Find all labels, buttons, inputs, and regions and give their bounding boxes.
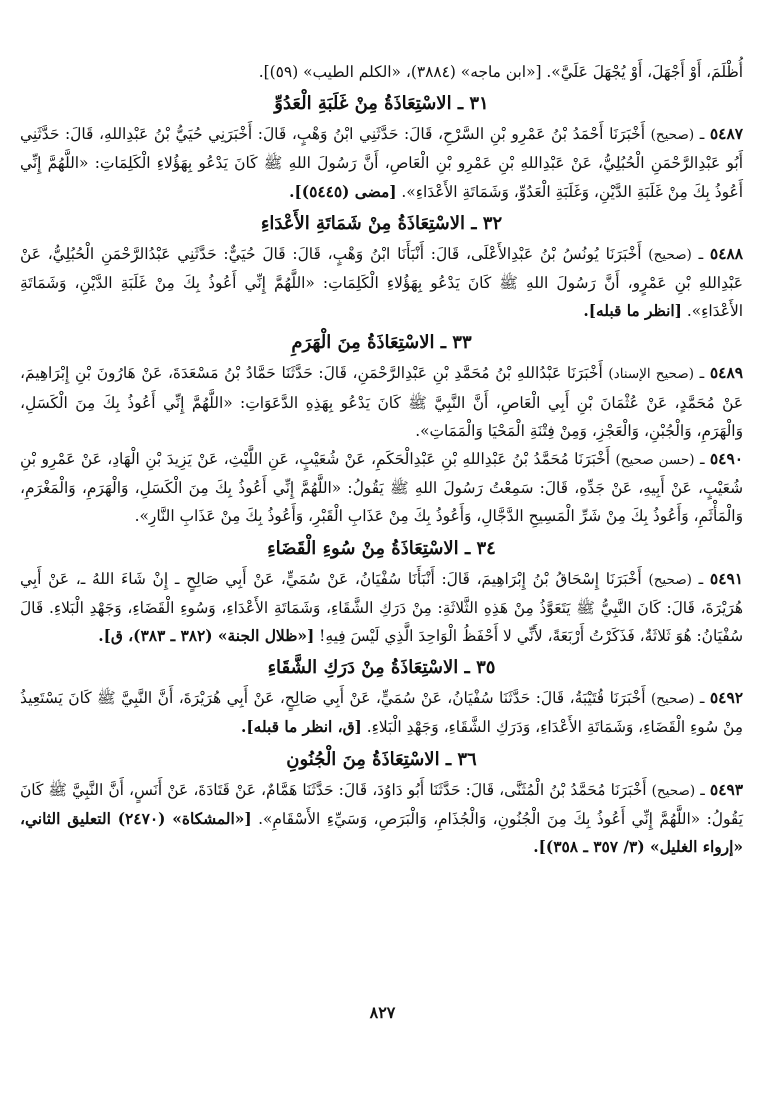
- section-32: [20, 210, 743, 326]
- page-content: [20, 58, 743, 861]
- section-heading: ٣١ ـ الاسْتِعَاذَةُ مِنْ غَلَبَةِ الْعَدُوِّ: [274, 93, 489, 115]
- hadith-grade: (صحيح): [648, 571, 692, 588]
- hadith-5488: ٥٤٨٨ ـ (صحيح) أَخْبَرَنَا يُونُسُ بْنُ عَبْدِالأَعْلَى، قَالَ: أَنْبَأَنَا ابْنُ وَهْبٍ، قَالَ: قَالَ حُيَيٌّ: حَدَّثَنِي عَبْدُالرَّحْمَنِ الْحُبُلِيُّ، عَنْ عَبْدِاللهِ بْنِ عَمْرٍو، أَنَّ رَسُولَ اللهِ ﷺ كَانَ يَدْعُو بِهَؤُلاءِ الْكَلِمَاتِ: «اللَّهُمَّ إِنِّي أَعُوذُ بِكَ مِنْ غَلَبَةِ الدَّيْنِ، وَشَمَاتَةِ الأَعْدَاءِ». [انظر ما قبله].: [20, 244, 743, 321]
- hadith-5492: ٥٤٩٢ ـ (صحيح) أَخْبَرَنَا قُتَيْبَةُ، قَالَ: حَدَّثَنَا سُفْيَانُ، عَنْ سُمَيٍّ، عَنْ أَبِي صَالِحٍ، عَنْ أَبِي هُرَيْرَةَ، أَنَّ النَّبِيَّ ﷺ كَانَ يَسْتَعِيذُ مِنْ سُوءِ الْقَضَاءِ، وَشَمَاتَةِ الأَعْدَاءِ، وَدَرَكِ الشَّقَاءِ، وَجَهْدِ الْبَلاءِ. [ق، انظر ما قبله].: [20, 689, 743, 737]
- section-heading: ٣٦ ـ الاسْتِعَاذَةُ مِنَ الْجُنُونِ: [286, 748, 477, 770]
- hadith-number: ٥٤٨٨: [709, 244, 743, 263]
- hadith-5487: ٥٤٨٧ ـ (صحيح) أَخْبَرَنَا أَحْمَدُ بْنُ عَمْرِو بْنِ السَّرْحِ، قَالَ: حَدَّثَنِي ابْنُ وَهْبٍ، قَالَ: أَخْبَرَنِي حُيَيُّ بْنُ عَبْدِاللهِ، قَالَ: حَدَّثَنِي أَبُو عَبْدِالرَّحْمَنِ الْحُبُلِيُّ، عَنْ عَبْدِاللهِ بْنِ عَمْرِو بْنِ الْعَاصِ، أَنَّ رَسُولَ اللهِ ﷺ كَانَ يَدْعُو بِهَؤُلاءِ الْكَلِمَاتِ: «اللَّهُمَّ إِنِّي أَعُوذُ بِكَ مِنْ غَلَبَةِ الدَّيْنِ، وَغَلَبَةِ الْعَدُوِّ، وَشَمَاتَةِ الأَعْدَاءِ». [مضى (٥٤٤٥)].: [20, 125, 743, 201]
- hadith-text: أَخْبَرَنَا عَبْدُاللهِ بْنُ مُحَمَّدِ بْنِ عَبْدِالرَّحْمَنِ، قَالَ: حَدَّثَنَا حَمَّادُ بْنُ مَسْعَدَةَ، عَنْ هَارُونَ بْنِ إِبْرَاهِيمَ، عَنْ مُحَمَّدٍ، عَنْ عُثْمَانَ بْنِ أَبِي الْعَاصِ، أَنَّ النَّبِيَّ ﷺ كَانَ يَدْعُو بِهَذِهِ الدَّعَوَاتِ: «اللَّهُمَّ إِنِّي أَعُوذُ بِكَ مِنَ الْكَسَلِ، وَالْهَرَمِ، وَالْجُبْنِ، وَالْعَجْزِ، وَمِنْ فِتْنَةِ الْمَحْيَا وَالْمَمَاتِ».: [20, 364, 743, 440]
- hadith-number: ٥٤٨٩: [709, 364, 743, 383]
- hadith-grade: (صحيح الإسناد): [608, 366, 694, 383]
- hadith-text: أَخْبَرَنَا مُحَمَّدُ بْنُ الْمُثَنَّى، قَالَ: حَدَّثَنَا أَبُو دَاوُدَ، قَالَ: حَدَّثَنَا هَمَّامٌ، عَنْ قَتَادَةَ، عَنْ أَنَسٍ، أَنَّ النَّبِيَّ ﷺ كَانَ يَقُولُ: «اللَّهُمَّ إِنِّي أَعُوذُ بِكَ مِنَ الْجُنُونِ، وَالْجُذَامِ، وَالْبَرَصِ، وَسَيِّءِ الأَسْقَامِ».: [20, 780, 743, 828]
- hadith-reference: [«المشكاة» (٢٤٧٠) التعليق الثاني، «إرواء الغليل» (٣/ ٣٥٧ ـ ٣٥٨)].: [20, 809, 743, 857]
- section-heading: ٣٥ ـ الاسْتِعَاذَةُ مِنْ دَرَكِ الشَّقَاءِ: [267, 657, 496, 679]
- hadith-text: أَخْبَرَنَا يُونُسُ بْنُ عَبْدِالأَعْلَى، قَالَ: أَنْبَأَنَا ابْنُ وَهْبٍ، قَالَ: قَالَ حُيَيٌّ: حَدَّثَنِي عَبْدُالرَّحْمَنِ الْحُبُلِيُّ، عَنْ عَبْدِاللهِ بْنِ عَمْرٍو، أَنَّ رَسُولَ اللهِ ﷺ كَانَ يَدْعُو بِهَؤُلاءِ الْكَلِمَاتِ: «اللَّهُمَّ إِنِّي أَعُوذُ بِكَ مِنْ غَلَبَةِ الدَّيْنِ، وَشَمَاتَةِ الأَعْدَاءِ».: [20, 244, 743, 321]
- section-33: [20, 329, 743, 530]
- section-heading: ٣٤ ـ الاسْتِعَاذَةُ مِنْ سُوءِ الْقَضَاءِ: [267, 537, 496, 559]
- section-34: [20, 535, 743, 651]
- hadith-5491: ٥٤٩١ ـ (صحيح) أَخْبَرَنَا إِسْحَاقُ بْنُ إِبْرَاهِيمَ، قَالَ: أَنْبَأَنَا سُفْيَانُ، عَنْ سُمَيٍّ، عَنْ أَبِي صَالِحٍ ـ إِنْ شَاءَ اللهُ ـ، عَنْ أَبِي هُرَيْرَةَ، قَالَ: كَانَ النَّبِيُّ ﷺ يَتَعَوَّذُ مِنْ هَذِهِ الثَّلاثَةِ: مِنْ دَرَكِ الشَّقَاءِ، وَشَمَاتَةِ الأَعْدَاءِ، وَسُوءِ الْقَضَاءِ، وَجَهْدِ الْبَلاءِ. قَالَ سُفْيَانُ: هُوَ ثَلاثَةٌ، فَذَكَرْتُ أَرْبَعَةً، لأَنِّي لا أَحْفَظُ الْوَاحِدَ الَّذِي لَيْسَ فِيهِ! [«ظلال الجنة» (٣٨٢ ـ ٣٨٣)، ق].: [20, 569, 743, 646]
- hadith-grade: (صحيح): [651, 782, 696, 799]
- hadith-reference: [ق، انظر ما قبله].: [240, 718, 362, 737]
- hadith-number: ٥٤٩١: [709, 569, 743, 588]
- section-35: [20, 654, 743, 741]
- section-31: [20, 90, 743, 206]
- hadith-text: أَخْبَرَنَا قُتَيْبَةُ، قَالَ: حَدَّثَنَا سُفْيَانُ، عَنْ سُمَيٍّ، عَنْ أَبِي صَالِحٍ، عَنْ أَبِي هُرَيْرَةَ، أَنَّ النَّبِيَّ ﷺ كَانَ يَسْتَعِيذُ مِنْ سُوءِ الْقَضَاءِ، وَشَمَاتَةِ الأَعْدَاءِ، وَدَرَكِ الشَّقَاءِ، وَجَهْدِ الْبَلاءِ.: [20, 689, 743, 737]
- page-number: ٨٢٧: [369, 1003, 396, 1022]
- hadith-grade: (صحيح): [650, 127, 695, 144]
- section-heading: ٣٣ ـ الاسْتِعَاذَةُ مِنَ الْهَرَمِ: [291, 332, 472, 354]
- hadith-number: ٥٤٩٣: [709, 780, 743, 799]
- hadith-grade: (حسن صحيح): [615, 452, 695, 469]
- hadith-number: ٥٤٩٢: [709, 689, 743, 708]
- hadith-grade: (صحيح): [648, 246, 692, 263]
- hadith-5489: ٥٤٨٩ ـ (صحيح الإسناد) أَخْبَرَنَا عَبْدُاللهِ بْنُ مُحَمَّدِ بْنِ عَبْدِالرَّحْمَنِ، قَالَ: حَدَّثَنَا حَمَّادُ بْنُ مَسْعَدَةَ، عَنْ هَارُونَ بْنِ إِبْرَاهِيمَ، عَنْ مُحَمَّدٍ، عَنْ عُثْمَانَ بْنِ أَبِي الْعَاصِ، أَنَّ النَّبِيَّ ﷺ كَانَ يَدْعُو بِهَذِهِ الدَّعَوَاتِ: «اللَّهُمَّ إِنِّي أَعُوذُ بِكَ مِنَ الْكَسَلِ، وَالْهَرَمِ، وَالْجُبْنِ، وَالْعَجْزِ، وَمِنْ فِتْنَةِ الْمَحْيَا وَالْمَمَاتِ».: [20, 364, 743, 440]
- hadith-reference: [«ظلال الجنة» (٣٨٢ ـ ٣٨٣)، ق].: [98, 627, 315, 646]
- intro-line: أُظْلَمَ، أَوْ أَجْهَلَ، أَوْ يُجْهَلَ عَلَيَّ». [«ابن ماجه» (٣٨٨٤)، «الكلم الطيب» (٥٩)].: [258, 63, 743, 81]
- hadith-number: ٥٤٩٠: [709, 450, 743, 469]
- hadith-5493: ٥٤٩٣ ـ (صحيح) أَخْبَرَنَا مُحَمَّدُ بْنُ الْمُثَنَّى، قَالَ: حَدَّثَنَا أَبُو دَاوُدَ، قَالَ: حَدَّثَنَا هَمَّامٌ، عَنْ قَتَادَةَ، عَنْ أَنَسٍ، أَنَّ النَّبِيَّ ﷺ كَانَ يَقُولُ: «اللَّهُمَّ إِنِّي أَعُوذُ بِكَ مِنَ الْجُنُونِ، وَالْجُذَامِ، وَالْبَرَصِ، وَسَيِّءِ الأَسْقَامِ». [«المشكاة» (٢٤٧٠) التعليق الثاني، «إرواء الغليل» (٣/ ٣٥٧ ـ ٣٥٨)].: [20, 780, 743, 857]
- hadith-text: أَخْبَرَنَا مُحَمَّدُ بْنُ عَبْدِاللهِ بْنِ عَبْدِالْحَكَمِ، عَنْ شُعَيْبٍ، عَنِ اللَّيْثِ، عَنْ يَزِيدَ بْنِ الْهَادِ، عَنْ عَمْرِو بْنِ شُعَيْبٍ، عَنْ أَبِيهِ، عَنْ جَدِّهِ، قَالَ: سَمِعْتُ رَسُولَ اللهِ ﷺ يَقُولُ: «اللَّهُمَّ إِنِّي أَعُوذُ بِكَ مِنَ الْكَسَلِ، وَالْهَرَمِ، وَالْمَغْرَمِ، وَالْمَأْثَمِ، وَأَعُوذُ بِكَ مِنْ شَرِّ الْمَسِيحِ الدَّجَّالِ، وَأَعُوذُ بِكَ مِنْ عَذَابِ الْقَبْرِ، وَأَعُوذُ بِكَ مِنْ عَذَابِ النَّارِ».: [20, 450, 743, 526]
- hadith-reference: [انظر ما قبله].: [583, 302, 682, 321]
- hadith-reference: [مضى (٥٤٤٥)].: [289, 182, 397, 201]
- hadith-text: أَخْبَرَنَا إِسْحَاقُ بْنُ إِبْرَاهِيمَ، قَالَ: أَنْبَأَنَا سُفْيَانُ، عَنْ سُمَيٍّ، عَنْ أَبِي صَالِحٍ ـ إِنْ شَاءَ اللهُ ـ، عَنْ أَبِي هُرَيْرَةَ، قَالَ: كَانَ النَّبِيُّ ﷺ يَتَعَوَّذُ مِنْ هَذِهِ الثَّلاثَةِ: مِنْ دَرَكِ الشَّقَاءِ، وَشَمَاتَةِ الأَعْدَاءِ، وَسُوءِ الْقَضَاءِ، وَجَهْدِ الْبَلاءِ. قَالَ سُفْيَانُ: هُوَ ثَلاثَةٌ، فَذَكَرْتُ أَرْبَعَةً، لأَنِّي لا أَحْفَظُ الْوَاحِدَ الَّذِي لَيْسَ فِيهِ!: [20, 569, 743, 646]
- section-36: [20, 746, 743, 862]
- section-heading: ٣٢ ـ الاسْتِعَاذَةُ مِنْ شَمَاتَةِ الأَعْدَاءِ: [260, 212, 503, 234]
- hadith-text: أَخْبَرَنَا أَحْمَدُ بْنُ عَمْرِو بْنِ السَّرْحِ، قَالَ: حَدَّثَنِي ابْنُ وَهْبٍ، قَالَ: أَخْبَرَنِي حُيَيُّ بْنُ عَبْدِاللهِ، قَالَ: حَدَّثَنِي أَبُو عَبْدِالرَّحْمَنِ الْحُبُلِيُّ، عَنْ عَبْدِاللهِ بْنِ عَمْرِو بْنِ الْعَاصِ، أَنَّ رَسُولَ اللهِ ﷺ كَانَ يَدْعُو بِهَؤُلاءِ الْكَلِمَاتِ: «اللَّهُمَّ إِنِّي أَعُوذُ بِكَ مِنْ غَلَبَةِ الدَّيْنِ، وَغَلَبَةِ الْعَدُوِّ، وَشَمَاتَةِ الأَعْدَاءِ».: [20, 125, 743, 201]
- hadith-grade: (صحيح): [650, 691, 695, 708]
- hadith-5490: ٥٤٩٠ ـ (حسن صحيح) أَخْبَرَنَا مُحَمَّدُ بْنُ عَبْدِاللهِ بْنِ عَبْدِالْحَكَمِ، عَنْ شُعَيْبٍ، عَنِ اللَّيْثِ، عَنْ يَزِيدَ بْنِ الْهَادِ، عَنْ عَمْرِو بْنِ شُعَيْبٍ، عَنْ أَبِيهِ، عَنْ جَدِّهِ، قَالَ: سَمِعْتُ رَسُولَ اللهِ ﷺ يَقُولُ: «اللَّهُمَّ إِنِّي أَعُوذُ بِكَ مِنَ الْكَسَلِ، وَالْهَرَمِ، وَالْمَغْرَمِ، وَالْمَأْثَمِ، وَأَعُوذُ بِكَ مِنْ شَرِّ الْمَسِيحِ الدَّجَّالِ، وَأَعُوذُ بِكَ مِنْ عَذَابِ الْقَبْرِ، وَأَعُوذُ بِكَ مِنْ عَذَابِ النَّارِ».: [20, 450, 743, 526]
- hadith-number: ٥٤٨٧: [709, 125, 743, 144]
